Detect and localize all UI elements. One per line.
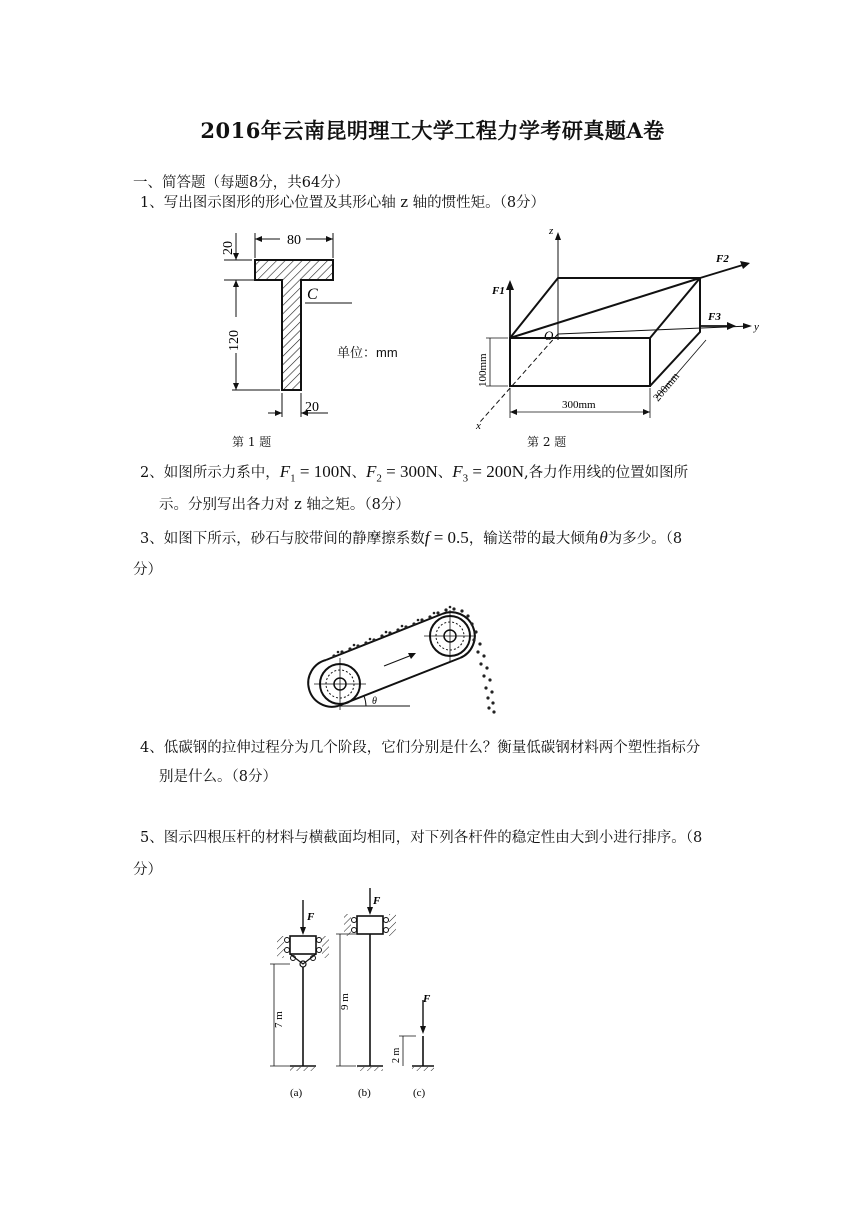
figure-1-t-section	[210, 225, 410, 455]
x-axis-label: x	[476, 420, 481, 432]
column-c-force-label: F	[423, 993, 431, 1005]
figure-3-conveyor	[300, 600, 510, 725]
question-3-mid: ，输送带的最大倾角	[468, 531, 600, 547]
question-2-prefix: 2、如图所示力系中，	[140, 465, 280, 481]
separator: 、	[351, 465, 366, 481]
column-c-length-label: 2 m	[391, 1047, 402, 1063]
figure-2-caption: 第 2 题	[527, 435, 567, 449]
theta-label: θ	[372, 696, 377, 707]
f1-expression: $F_1 = 100N$	[279, 462, 352, 485]
question-5-text-line2: 分）	[133, 862, 162, 878]
figure-2-box-forces	[470, 222, 770, 432]
origin-label: O	[544, 328, 554, 343]
f1-label: F1	[492, 285, 505, 297]
question-4-text-line1: 4、低碳钢的拉伸过程分为几个阶段，它们分别是什么？衡量低碳钢材料两个塑性指标分	[140, 740, 701, 756]
unit-label: 单位：mm	[337, 345, 398, 360]
theta-symbol: θ	[599, 528, 608, 547]
column-a	[270, 900, 329, 1071]
column-b-force-label: F	[373, 895, 381, 907]
caption-a: (a)	[290, 1087, 303, 1099]
question-3-text-line1	[140, 528, 682, 549]
column-b	[336, 888, 396, 1071]
separator: 、	[437, 465, 453, 481]
question-2-text-line1	[140, 462, 688, 488]
question-5-text-line1: 5、图示四根压杆的材料与横截面均相同，对下列各杆件的稳定性由大到小进行排序。（8	[140, 830, 703, 846]
f2-label: F2	[716, 253, 729, 265]
figure-1-caption: 第 1 题	[232, 435, 272, 449]
dim-80-label: 80	[287, 233, 301, 248]
question-3-prefix: 3、如图下所示，砂石与胶带间的静摩擦系数	[140, 531, 425, 547]
question-3-suffix: 为多少。（8	[607, 531, 683, 547]
caption-c: (c)	[413, 1087, 426, 1099]
question-1-text: 1、写出图示图形的形心位置及其形心轴 z 轴的惯性矩。（8分）	[140, 195, 546, 211]
friction-expression: f = 0.5	[424, 528, 469, 547]
column-c	[391, 993, 434, 1071]
caption-b: (b)	[358, 1087, 371, 1099]
dim-20-web-label: 20	[305, 400, 319, 415]
z-axis-label: z	[549, 225, 554, 237]
column-a-length-label: 7 m	[273, 1011, 285, 1028]
dim-100mm-label: 100mm	[477, 353, 489, 387]
column-a-force-label: F	[307, 911, 315, 923]
dim-200mm-label: 200mm	[651, 370, 682, 404]
question-2-suffix: ,各力作用线的位置如图所	[524, 465, 689, 481]
centroid-label: C	[307, 286, 318, 303]
question-3-text-line2: 分）	[133, 562, 162, 578]
column-b-length-label: 9 m	[339, 993, 351, 1010]
f3-label: F3	[708, 311, 721, 323]
question-4-text-line2: 别是什么。（8分）	[159, 769, 277, 785]
y-axis-label: y	[754, 321, 759, 333]
question-2-text-line2: 示。分别写出各力对 z 轴之矩。（8分）	[159, 497, 410, 513]
dim-300mm-label: 300mm	[562, 399, 596, 411]
f2-expression: $F_2 = 300N$	[366, 462, 438, 485]
section-heading: 一、简答题（每题8分，共64分）	[133, 175, 350, 191]
dim-20-flange-label: 20	[221, 241, 236, 255]
f3-expression: $F_3 = 200N$	[452, 462, 525, 485]
page-title: 2016年云南昆明理工大学工程力学考研真题A卷	[200, 118, 665, 143]
dim-120-label: 120	[227, 330, 242, 351]
figure-5-columns	[260, 888, 450, 1103]
